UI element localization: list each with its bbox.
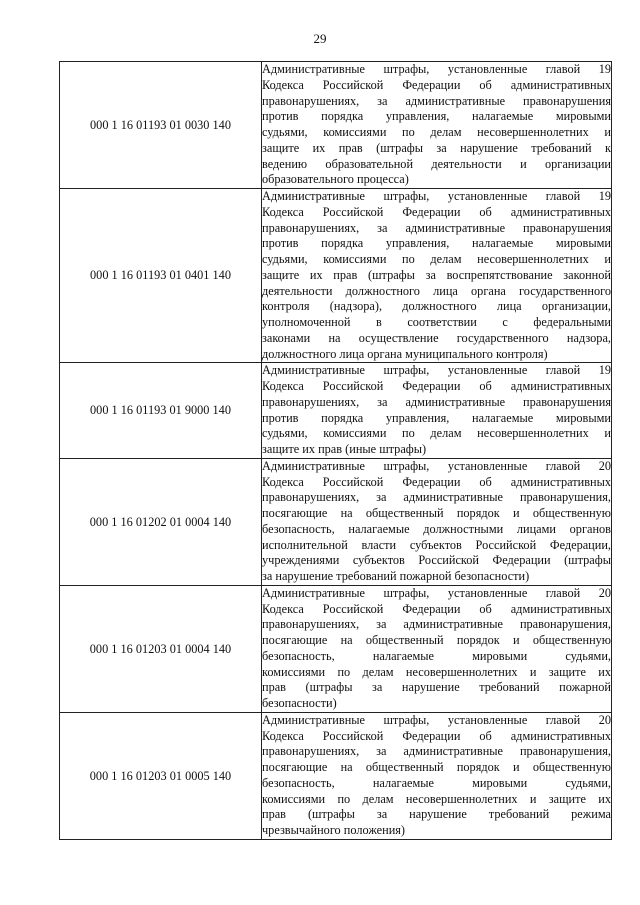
page-number: 29	[313, 31, 327, 46]
revenue-description	[262, 62, 612, 189]
description-line: Административные штрафы, установленные главой 19	[262, 363, 611, 378]
description-line: защите их прав (штрафы за нарушение требований к	[262, 140, 611, 155]
description-line: Кодекса Российской Федерации об административных	[262, 204, 611, 219]
description-line: законами на осуществление государственного надзора,	[262, 330, 611, 345]
description-line: учреждениями субъектов Российской Федерации (штрафы	[262, 553, 611, 568]
description-line: правонарушениях, за административные правонарушения	[262, 394, 611, 409]
description-line: прав (штрафы за нарушение требований режима	[262, 807, 611, 822]
description-line: судьями, комиссиями по делам несовершеннолетних и	[262, 426, 611, 441]
table-row	[60, 712, 612, 839]
classification-code: 000 1 16 01203 01 0005 140	[60, 712, 262, 839]
revenue-description	[262, 363, 612, 459]
description-line: Кодекса Российской Федерации об административных	[262, 379, 611, 393]
table-body	[60, 62, 612, 840]
classification-code: 000 1 16 01193 01 0030 140	[60, 62, 262, 189]
description-line: Административные штрафы, установленные главой 19	[262, 62, 611, 76]
description-line: защите их прав (штрафы за воспрепятствование законной	[262, 267, 611, 282]
description-line: против порядка управления, налагаемые мировыми	[262, 109, 611, 124]
classification-code: 000 1 16 01193 01 9000 140	[60, 363, 262, 459]
table-row	[60, 585, 612, 712]
table-row	[60, 363, 612, 459]
description-line: чрезвычайного положения)	[262, 823, 406, 837]
description-line: уполномоченной в соответствии с федеральными	[262, 315, 611, 329]
description-line: против порядка управления, налагаемые мировыми	[262, 236, 611, 251]
description-line: Административные штрафы, установленные главой 20	[262, 712, 611, 727]
description-line: посягающие на общественный порядок и общественную	[262, 633, 611, 647]
table-row	[60, 62, 612, 189]
description-line: посягающие на общественный порядок и общественную	[262, 760, 611, 774]
revenue-description	[262, 585, 612, 712]
revenue-description	[262, 458, 612, 585]
description-line: безопасность, налагаемые мировыми судьями,	[262, 775, 611, 790]
description-line: посягающие на общественный порядок и общественную	[262, 506, 611, 520]
description-line: Административные штрафы, установленные главой 19	[262, 189, 611, 203]
description-line: Кодекса Российской Федерации об административных	[262, 474, 611, 489]
description-line: ведению образовательной деятельности и организации	[262, 156, 611, 171]
description-line: Административные штрафы, установленные главой 20	[262, 585, 611, 600]
budget-classification-table	[59, 61, 612, 840]
revenue-description	[262, 712, 612, 839]
description-line: исполнительной власти субъектов Российской Федерации,	[262, 537, 611, 552]
description-line: судьями, комиссиями по делам несовершеннолетних и	[262, 125, 611, 139]
description-line: деятельности должностного лица органа государственного	[262, 283, 611, 298]
revenue-description	[262, 189, 612, 363]
description-line: безопасности)	[262, 696, 337, 710]
description-line: правонарушениях, за административные правонарушения	[262, 220, 611, 235]
description-line: правонарушениях, за административные правонарушения	[262, 93, 611, 108]
description-line: образовательного процесса)	[262, 172, 409, 187]
table-row	[60, 189, 612, 363]
description-line: Кодекса Российской Федерации об административных	[262, 77, 611, 92]
description-line: защите их прав (иные штрафы)	[262, 442, 427, 456]
classification-code: 000 1 16 01203 01 0004 140	[60, 585, 262, 712]
description-line: правонарушениях, за административные правонарушения,	[262, 617, 611, 632]
description-line: Административные штрафы, установленные главой 20	[262, 458, 611, 473]
table-row	[60, 458, 612, 585]
description-line: правонарушениях, за административные правонарушения,	[262, 490, 611, 505]
description-line: судьями, комиссиями по делам несовершеннолетних и	[262, 252, 611, 266]
description-line: правонарушениях, за административные правонарушения,	[262, 744, 611, 759]
description-line: прав (штрафы за нарушение требований пожарной	[262, 680, 611, 695]
classification-code: 000 1 16 01193 01 0401 140	[60, 189, 262, 363]
classification-code: 000 1 16 01202 01 0004 140	[60, 458, 262, 585]
description-line: Кодекса Российской Федерации об административных	[262, 601, 611, 616]
description-line: комиссиями по делам несовершеннолетних и защите их	[262, 664, 611, 679]
description-line: безопасность, налагаемые мировыми судьями,	[262, 648, 611, 663]
description-line: против порядка управления, налагаемые мировыми	[262, 410, 611, 425]
description-line: комиссиями по делам несовершеннолетних и защите их	[262, 791, 611, 806]
description-line: Кодекса Российской Федерации об административных	[262, 728, 611, 743]
description-line: контроля (надзора), должностного лица организации,	[262, 299, 611, 314]
description-line: должностного лица органа муниципального контроля)	[262, 346, 548, 361]
description-line: за нарушение требований пожарной безопасности)	[262, 569, 530, 583]
description-line: безопасность, налагаемые должностными лицами органов	[262, 521, 611, 536]
